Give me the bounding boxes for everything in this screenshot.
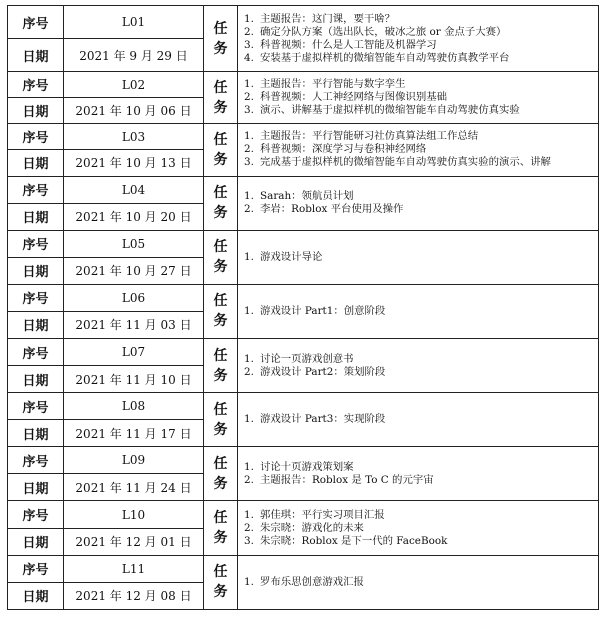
lesson-date: 2021 年 10 月 27 日: [64, 257, 204, 284]
schedule-row-top: [8, 501, 599, 528]
task-label-bottom: 务: [204, 474, 238, 501]
lesson-code: L05: [64, 230, 204, 257]
task-number: 3.: [244, 534, 254, 547]
task-item: [244, 203, 594, 216]
task-text: 游戏设计 Part2：策划阶段: [260, 365, 386, 378]
task-label-top: 任: [204, 124, 238, 150]
lesson-code: L07: [64, 339, 204, 366]
task-list-cell: [238, 555, 599, 609]
lesson-date: 2021 年 11 月 17 日: [64, 420, 204, 447]
task-text: 朱宗晓：游戏化的未来: [260, 521, 364, 534]
task-number: 4.: [244, 51, 254, 64]
task-number: 3.: [244, 104, 254, 117]
task-number: 1.: [244, 508, 254, 521]
date-label: 日期: [8, 366, 64, 393]
task-list: [244, 190, 594, 216]
date-label: 日期: [8, 39, 64, 72]
task-list-cell: [238, 230, 599, 284]
task-text: 讨论十页游戏策划案: [260, 460, 354, 473]
task-item: [244, 13, 594, 26]
task-list: [244, 78, 594, 117]
task-number: 2.: [244, 473, 254, 486]
seq-label: 序号: [8, 555, 64, 582]
task-label-top: 任: [204, 176, 238, 203]
task-label-top: 任: [204, 339, 238, 366]
task-item: [244, 156, 594, 169]
task-list-cell: [238, 176, 599, 230]
task-text: 科普视频：深度学习与卷积神经网络: [260, 143, 427, 156]
task-label-bottom: 务: [204, 420, 238, 447]
schedule-row-top: [8, 6, 599, 39]
schedule-row-top: [8, 555, 599, 582]
task-item: [244, 474, 594, 487]
seq-label: 序号: [8, 501, 64, 528]
task-list: [244, 13, 594, 65]
task-label-top: 任: [204, 501, 238, 528]
task-number: 1.: [244, 12, 254, 25]
task-label-bottom: 务: [204, 582, 238, 609]
task-list: [244, 576, 594, 589]
lesson-code: L02: [64, 72, 204, 98]
schedule-row-top: [8, 339, 599, 366]
task-list-cell: [238, 284, 599, 338]
task-text: 游戏设计导论: [260, 250, 323, 263]
task-label-top: 任: [204, 72, 238, 98]
lesson-code: L10: [64, 501, 204, 528]
task-list: [244, 461, 594, 487]
lesson-code: L11: [64, 555, 204, 582]
task-label-bottom: 务: [204, 257, 238, 284]
task-item: [244, 576, 594, 589]
seq-label: 序号: [8, 447, 64, 474]
schedule-row-top: [8, 124, 599, 150]
task-list-cell: [238, 447, 599, 501]
task-item: [244, 143, 594, 156]
seq-label: 序号: [8, 339, 64, 366]
task-number: 1.: [244, 78, 254, 91]
task-label-top: 任: [204, 393, 238, 420]
lesson-code: L09: [64, 447, 204, 474]
task-number: 2.: [244, 521, 254, 534]
lesson-code: L03: [64, 124, 204, 150]
task-item: [244, 91, 594, 104]
date-label: 日期: [8, 98, 64, 124]
task-text: 主题报告：平行智能研习社仿真算法组工作总结: [260, 130, 479, 143]
task-number: 2.: [244, 91, 254, 104]
task-text: 游戏设计 Part3：实现阶段: [260, 413, 386, 426]
task-item: [244, 366, 594, 379]
schedule-row-top: [8, 72, 599, 98]
task-item: [244, 522, 594, 535]
task-text: 朱宗晓：Roblox 是下一代的 FaceBook: [260, 534, 448, 547]
lesson-date: 2021 年 10 月 06 日: [64, 98, 204, 124]
task-number: 3.: [244, 156, 254, 169]
task-number: 1.: [244, 413, 254, 426]
task-label-top: 任: [204, 555, 238, 582]
task-text: 主题报告：这门课，要干啥？: [260, 12, 396, 25]
seq-label: 序号: [8, 393, 64, 420]
task-list: [244, 130, 594, 169]
task-label-bottom: 务: [204, 311, 238, 338]
task-label-bottom: 务: [204, 366, 238, 393]
seq-label: 序号: [8, 124, 64, 150]
lesson-code: L01: [64, 6, 204, 39]
task-text: 游戏设计 Part1：创意阶段: [260, 304, 386, 317]
task-item: [244, 251, 594, 264]
task-label-top: 任: [204, 230, 238, 257]
lesson-date: 2021 年 11 月 10 日: [64, 366, 204, 393]
task-item: [244, 190, 594, 203]
task-text: 演示、讲解基于虚拟样机的微缩智能车自动驾驶仿真实验: [260, 104, 520, 117]
task-text: 李岩：Roblox 平台使用及操作: [260, 203, 404, 216]
task-label-bottom: 务: [204, 528, 238, 555]
task-number: 1.: [244, 575, 254, 588]
task-label-top: 任: [204, 284, 238, 311]
seq-label: 序号: [8, 6, 64, 39]
lesson-date: 2021 年 12 月 08 日: [64, 582, 204, 609]
lesson-date: 2021 年 11 月 03 日: [64, 311, 204, 338]
task-item: [244, 52, 594, 65]
seq-label: 序号: [8, 284, 64, 311]
date-label: 日期: [8, 150, 64, 176]
lesson-date: 2021 年 9 月 29 日: [64, 39, 204, 72]
task-number: 1.: [244, 130, 254, 143]
task-label-bottom: 务: [204, 150, 238, 176]
date-label: 日期: [8, 311, 64, 338]
task-number: 1.: [244, 304, 254, 317]
task-text: 科普视频：什么是人工智能及机器学习: [260, 38, 437, 51]
schedule-row-top: [8, 393, 599, 420]
task-list-cell: [238, 339, 599, 393]
lesson-code: L04: [64, 176, 204, 203]
task-list: [244, 305, 594, 318]
task-item: [244, 104, 594, 117]
lesson-date: 2021 年 10 月 13 日: [64, 150, 204, 176]
task-number: 1.: [244, 352, 254, 365]
task-label-bottom: 务: [204, 203, 238, 230]
schedule-row-top: [8, 176, 599, 203]
task-number: 2.: [244, 143, 254, 156]
task-text: 确定分队方案（选出队长，破冰之旅 or 金点子大赛）: [260, 25, 507, 38]
task-text: 完成基于虚拟样机的微缩智能车自动驾驶仿真实验的演示、讲解: [260, 156, 551, 169]
task-text: 主题报告：Roblox 是 To C 的元宇宙: [260, 473, 434, 486]
task-item: [244, 461, 594, 474]
lesson-date: 2021 年 10 月 20 日: [64, 203, 204, 230]
task-number: 3.: [244, 38, 254, 51]
schedule-row-top: [8, 284, 599, 311]
task-item: [244, 353, 594, 366]
lesson-date: 2021 年 12 月 01 日: [64, 528, 204, 555]
task-list: [244, 509, 594, 548]
task-list-cell: [238, 393, 599, 447]
lesson-code: L08: [64, 393, 204, 420]
date-label: 日期: [8, 203, 64, 230]
lesson-date: 2021 年 11 月 24 日: [64, 474, 204, 501]
task-text: 讨论一页游戏创意书: [260, 352, 354, 365]
task-item: [244, 26, 594, 39]
seq-label: 序号: [8, 230, 64, 257]
task-text: 主题报告：平行智能与数字孪生: [260, 78, 406, 91]
task-item: [244, 305, 594, 318]
task-list-cell: [238, 501, 599, 555]
task-label-bottom: 务: [204, 39, 238, 72]
schedule-table: [7, 5, 599, 610]
task-list-cell: [238, 72, 599, 124]
task-item: [244, 78, 594, 91]
schedule-row-top: [8, 447, 599, 474]
task-text: 郭佳琪：平行实习项目汇报: [260, 508, 385, 521]
task-number: 1.: [244, 250, 254, 263]
task-number: 2.: [244, 203, 254, 216]
date-label: 日期: [8, 257, 64, 284]
task-item: [244, 413, 594, 426]
date-label: 日期: [8, 528, 64, 555]
task-text: 科普视频：人工神经网络与图像识别基础: [260, 91, 448, 104]
schedule-row-top: [8, 230, 599, 257]
task-item: [244, 535, 594, 548]
task-text: 安装基于虚拟样机的微缩智能车自动驾驶仿真教学平台: [260, 51, 510, 64]
task-list: [244, 353, 594, 379]
task-item: [244, 130, 594, 143]
task-number: 2.: [244, 365, 254, 378]
task-number: 1.: [244, 460, 254, 473]
date-label: 日期: [8, 582, 64, 609]
task-number: 2.: [244, 25, 254, 38]
seq-label: 序号: [8, 72, 64, 98]
task-label-top: 任: [204, 447, 238, 474]
task-text: 罗布乐思创意游戏汇报: [260, 575, 364, 588]
schedule-body: [8, 6, 599, 610]
date-label: 日期: [8, 474, 64, 501]
task-list-cell: [238, 124, 599, 176]
task-label-bottom: 务: [204, 98, 238, 124]
lesson-code: L06: [64, 284, 204, 311]
task-number: 1.: [244, 190, 254, 203]
task-list: [244, 413, 594, 426]
task-list: [244, 251, 594, 264]
task-item: [244, 509, 594, 522]
task-label-top: 任: [204, 6, 238, 39]
seq-label: 序号: [8, 176, 64, 203]
task-text: Sarah：领航员计划: [260, 190, 354, 203]
task-item: [244, 39, 594, 52]
date-label: 日期: [8, 420, 64, 447]
task-list-cell: [238, 6, 599, 72]
